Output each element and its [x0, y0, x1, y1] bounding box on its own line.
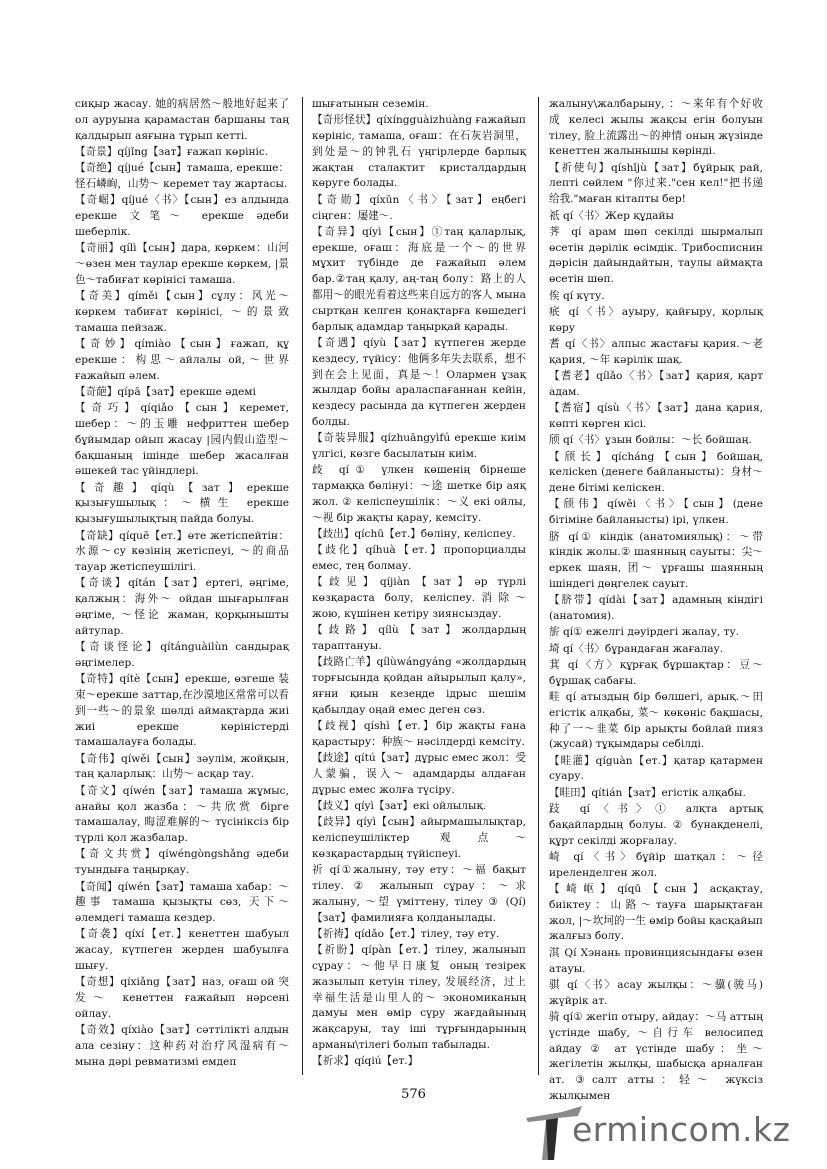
dictionary-entry: 【奇绝】qíjué【сын】тамаша, ерекше：怪石嶙峋，山势～ керемет тау жартасы.	[75, 162, 289, 190]
dictionary-entry: 【歧出】qíchū【ет.】бөліну, келіспеу.	[312, 528, 516, 541]
dictionary-entry: 【奇勋】qíxūn〈书〉【зат】еңбегі сіңген：屡建～.	[312, 193, 526, 222]
dictionary-entry: 【奇异】qíyì【сын】①таң қаларлық, ерекше, оғаш：海底是一个～的世界 мұхит түбінде де ғажайып әлем бар.②таң қалу, аң-таң болу：路上的人都用～的眼光看着这些来自远方的客人 мына сыртқан келген қонақтарға көшедегі барлық адамдар таңырқай қарады.	[312, 225, 526, 333]
dictionary-entry: 崎 qí〈书〉бұйір шатқал：～径 иреленделген жол.	[549, 850, 763, 879]
dictionary-entry: 【崎岖】qíqū【сын】асқақтау, биіктеу：山路～тауға шарықтаған жол, |～坎坷的一生 өмір бойы қасқайып жалғыз болу.	[549, 883, 763, 943]
dictionary-entry: 荠 qí арам шөп секілді шырмалып өсетін дәрілік өсімдік. Трибосписнин дәрісін дайындайтын, таулы аймақта өсетін шөп.	[549, 225, 763, 286]
dictionary-entry: 淇 Qí Хэнань провинциясындағы өзен атауы.	[549, 946, 763, 975]
column-3	[549, 97, 763, 1102]
dictionary-entry: 【奇巧】qíqiǎo【сын】керемет, шебер：～的玉雕 нефриттен шебер бұйымдар ойып жасау |园内假山造型～ бақшаның ішінде шебер жасалған әшекей тас үйіндлері.	[75, 402, 289, 478]
dictionary-entry: 埼 qí〈书〉бұрандаған жағалау.	[549, 642, 724, 655]
dictionary-entry: 【歧化】qíhuà【ет.】пропорциалды емес, тең болмау.	[312, 544, 526, 573]
dictionary-entry: 【奇遇】qíyù【зат】күтпеген жерде кездесу, түйісу：他俩多年失去联系，想不到在会上见面，真是～！Олармен ұзақ жылдар бойы араласпағаннан кейін, кездесу расында да күтпеген жерден болды.	[312, 336, 526, 428]
dictionary-entry: 【奇文】qíwén【зат】тамаша жұмыс, анайы қол жазба：～共欣赏 бірге тамашалау, 晦涩难解的～ түсініксіз бір түрлі қол жазбалар.	[75, 784, 289, 845]
dictionary-entry: шығатынын сеземін.	[312, 98, 429, 110]
dictionary-entry: 【脐带】qídài【зат】адамның кіндігі (анатомия).	[549, 594, 763, 622]
dictionary-entry: 【歧视】qíshì【ет.】бір жақты ғана қарастыру：种族～ нәсілдерді кемсіту.	[312, 720, 526, 748]
dictionary-entry: 【奇想】qíxiǎng【зат】наз, оғаш ой 突发～ кенеттен ғажайып нәрсені ойлау.	[75, 976, 289, 1020]
dictionary-entry: 【畦田】qítián【зат】егістік алқабы.	[549, 786, 746, 799]
column-divider-2	[538, 97, 539, 1075]
column-2	[312, 97, 526, 1092]
dictionary-entry: 疧 qí〈书〉ауыру, қайғыру, қорлық көру	[549, 305, 763, 334]
dictionary-entry: 【奇缺】qíquē【ет.】өте жетіспейтін：水源～су көзінің жетіспеуі, ～的商品 тауар жетіспеушілігі.	[75, 529, 289, 574]
dictionary-entry: 颀 qí〈书〉ұзын бойлы：～长 бойшаң.	[549, 434, 752, 447]
dictionary-entry: 萁 qí〈方〉құрғақ бұршақтар：豆～ бұршақ сабағы.	[549, 658, 763, 687]
dictionary-entry: 【奇崛】qíjué〈书〉【сын】ез алдында ерекше 文笔～ ерекше әдеби шеберлік.	[75, 194, 289, 238]
dictionary-entry: 【祈祷】qídǎo【ет.】тілеу, тәу ету.	[312, 927, 500, 940]
dictionary-entry: 【奇效】qíxiào【зат】сәттілікті алдын ала сезіну：这种药对治疗风湿病有～ мына дәрі ревматизмі емдеп	[75, 1024, 289, 1068]
dictionary-entry: 歧 qí① үлкен көшенің бірнеше тармаққа бөлінуі：～途 шетке бір аяқ жол. ② келіспеушілік：～义 екі ойлы, ～视 бір жақты қарау, кемсіту.	[312, 464, 526, 524]
dictionary-entry: 【歧路】qílù【зат】жолдардың тараптануы.	[312, 624, 526, 653]
dictionary-entry: 【歧义】qíyì【зат】екі ойлылық.	[312, 800, 487, 813]
dictionary-entry: 骐 qí〈书〉асау жылқы：～骥(骏马) жүйрік ат.	[549, 978, 763, 1007]
dictionary-entry: 祇 qí〈书〉Жер құдайы	[549, 209, 674, 222]
dictionary-entry: 【奇文共赏】qíwéngòngshǎng әдеби туындыға таңырқау.	[75, 848, 289, 877]
dictionary-entry: 耆 qí〈书〉алпыс жастағы қария.～老 қария, ～年 кәрілік шақ.	[549, 337, 763, 366]
dictionary-entry: 祈 qí①жалыну, тәу ету：～福 бақыт тілеу. ② жалынып сұрау：～求 жалыну, ～望 үміттену, тілеу ③ (Qí)【зат】фамилияға қолданылады.	[312, 864, 526, 924]
column-1	[75, 97, 289, 1092]
dictionary-entry: 【歧异】qíyì【сын】айырмашылықтар, келіспеушіліктер 观点～ көзқарастардың түйіспеуі.	[312, 816, 526, 860]
page-number: 576	[401, 1087, 426, 1102]
termincom-logo[interactable]	[524, 1104, 814, 1162]
dictionary-entry: 【耆宿】qísù〈书〉【зат】дана қария, көпті көрген кісі.	[549, 402, 763, 430]
dictionary-entry: 【祈盼】qípàn【ет.】тілеу, жалынып сұрау：～他早日康复 оның тезірек жазылып кетуін тілеу, 发展经济，过上幸福生活是山里人的～ экономиканың дамуы мен өмір сүру жағдайының жақсаруы, тау іші тұрғындарының арманы\тілегі болып табылады.	[312, 944, 526, 1052]
dictionary-entry: 【畦灌】qíguàn【ет.】қатар қатармен суару.	[549, 754, 763, 783]
dictionary-entry: 【奇妙】qímiào【сын】ғажап, құ ерекше：构思～айлалы ой,～世界 ғажайып әлем.	[75, 337, 289, 382]
dictionary-entry: 【奇伟】qíwěi【сын】зәулім, жойқын, таң қаларлық：山势～ асқар тау.	[75, 752, 289, 781]
dictionary-entry: 【颀伟】qíwěi〈书〉【сын】(дене бітіміне байланысты) ірі, үлкен.	[549, 498, 763, 527]
column-divider-1	[302, 97, 303, 1075]
logo-text: ermincom.kz	[572, 1110, 791, 1149]
dictionary-entry: жалыну\жалбарыну, ：～来年有个好收成 келесі жылы жақсы егін болуын тілеу, 脸上流露出～的神情 оның жүзінде кенеттен жалынышы көрінді.	[549, 98, 763, 158]
dictionary-entry: 脐 qí① кіндік (анатомиялық)：～带 кіндік жолы.② шаянның сауыты：尖～ еркек шаян, 团～ ұрғашы шаянның ішіндегі дөңгелек сауыт.	[549, 530, 763, 590]
dictionary-entry: 【奇趣】qíqù【зат】ерекше қызығушылық：～横生 ерекше қызығушылықтың пайда болуы.	[75, 481, 289, 526]
dictionary-entry: 【奇景】qíjǐng【зат】ғажап көрініс.	[75, 145, 269, 158]
dictionary-entry: 【奇形怪状】qíxíngguàizhuàng ғажайып көрініс, тамаша, оғаш：在石灰岩洞里，到处是～的钟乳石 үңгірлерде барлық жақтан сталактит кристалдардың көруге болады.	[312, 114, 526, 190]
dictionary-entry: 旂 qí① ежелгі дәуірдегі жалау, ту.	[549, 626, 740, 639]
dictionary-entry: 【奇闻】qíwén【зат】тамаша хабар：～趣事 тамаша қызықты сөз, 天下～ әлемдегі тамаша кездер.	[75, 880, 289, 925]
dictionary-entry: 【奇谈怪论】qítánguàilùn сандырақ әңгімелер.	[75, 641, 289, 669]
dictionary-entry: 【奇装异服】qízhuāngyìfú ерекше киім үлгісі, көзге басылатын киім.	[312, 432, 526, 461]
dictionary-entry: 【奇谈】qítán【зат】ертегі, әңгіме, қалжың：海外～ ойдан шығарылған әңгіме, ～怪论 жаман, қорқынышты айтулар.	[75, 577, 289, 637]
dictionary-entry: 【耆老】qílǎo〈书〉【зат】қария, қарт адам.	[549, 370, 763, 398]
dictionary-entry: 【奇美】qíměi【сын】сұлу：风光～ көркем табиғат көрінісі, ～的景致 тамаша пейзаж.	[75, 290, 289, 334]
dictionary-entry: 【歧路亡羊】qílùwángyáng «жолдардың торғысында қойдан айырылып қалу», яғни қиын кезеңде ідрыс шешім қабылдау оңай емес деген сөз.	[312, 656, 526, 716]
dictionary-entry: 【奇袭】qíxí【ет.】кенеттен шабуыл жасау, күтпеген жерден шабуылға шығу.	[75, 928, 289, 973]
dictionary-entry: 【歧途】qítú【зат】дұрыс емес жол：受人蒙骗，误入～ адамдарды алдаған дұрыс емес жолға түсіру.	[312, 752, 526, 796]
dictionary-entry: 【祈求】qíqiú【ет.】	[312, 1055, 419, 1068]
dictionary-entry: 骑 qí① жегіп отыру, айдау：～马 аттың үстінде шабу, ～自行车 велосипед айдау ② ат үстінде шабу：坐～ жегілетін жылқы, шабысқа арналған ат. ③салт атты：轻～ жүксіз жылқымен	[549, 1010, 763, 1102]
dictionary-entry: 跂 qí〈书〉① алқта артық бақайлардың болуы. ② бунақденелі, құрт секілді жорғалау.	[549, 803, 763, 847]
dictionary-entry: сиқыр жасау. 她的病居然～般地好起来了 ол ауруына қарамастан баршаны таң қалдырып аяғына тұрып кетті.	[75, 98, 289, 142]
dictionary-entry: 【颀长】qícháng【сын】бойшаң, келісken (денеге байланысты)：身材～дене бітімі келіскен.	[549, 450, 763, 495]
dictionary-entry: 俟 qí күту.	[549, 289, 605, 302]
dictionary-entry: 【奇丽】qílì【сын】дара, көркем：山河～өзен мен таулар ерекше көркем, |景色～табиғат көрінісі тамаша.	[75, 242, 289, 286]
dictionary-entry: 【奇葩】qípā【зат】ерекше әдемі	[75, 385, 256, 398]
dictionary-entry: 【奇特】qítè【сын】ерекше, өзгеше 装束～ерекше заттар,在沙漠地区常常可以看到一些～的景象 шөлді аймақтарда жиі жиі ерекше көріністерді тамашалауға болады.	[75, 673, 289, 749]
dictionary-entry: 【祈使句】qíshǐjù【зат】бұйрық рай, лепті сөйлем "你过来."сен кел!"把书递给我."маған кітапты бер!	[549, 161, 763, 206]
dictionary-entry: 畦 qí атыздың бір бөлшегі, арық.～田 егістік алқабы, 菜～ көкөніс бақшасы, 种了一～韭菜 бір арықты бойлай пияз (жусай) тұқымдары себілді.	[549, 690, 763, 751]
dictionary-entry: 【歧见】qíjiàn【зат】әр түрлі көзқараста болу, келіспеу.消除～ жою, күшінен кетіру зиянсыздау.	[312, 576, 526, 620]
